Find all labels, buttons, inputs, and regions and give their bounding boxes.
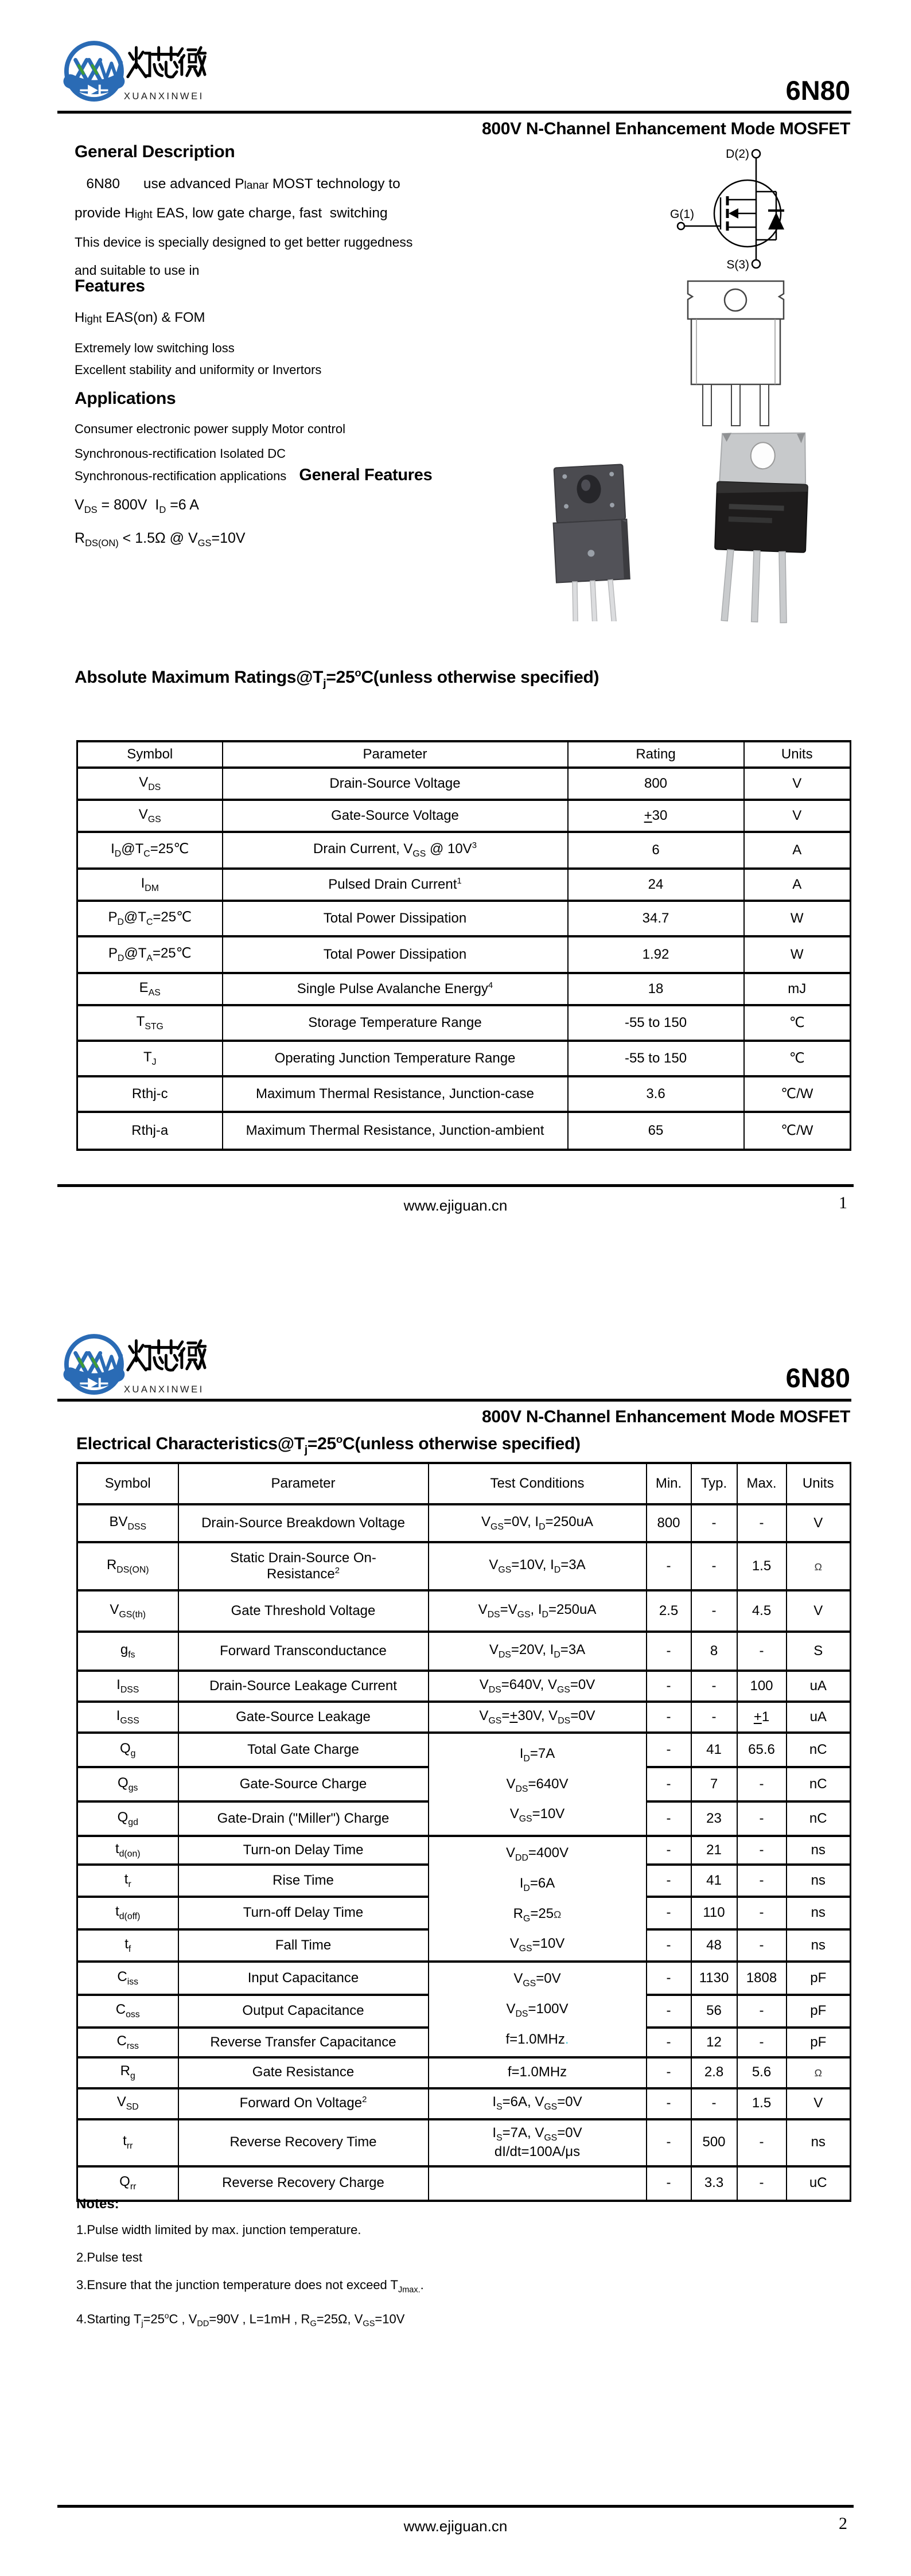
table-row xyxy=(77,2166,851,2201)
table-cell: Static Drain-Source On- Resistance$^2$ xyxy=(178,1542,429,1590)
general-description-heading: General Description xyxy=(75,142,235,161)
table-cell: Maximum Thermal Resistance, Junction-ambient xyxy=(223,1112,568,1150)
table-cell: 1.5 xyxy=(737,1542,787,1590)
table-cell: Gate-Source Charge xyxy=(178,1767,429,1801)
mosfet-symbol-figure xyxy=(648,142,809,286)
table-cell: 23 xyxy=(691,1801,737,1836)
table-cell: 4.5 xyxy=(737,1590,787,1632)
brand-logo-icon xyxy=(63,38,207,107)
table-cell: 21 xyxy=(691,1836,737,1865)
table-cell: - xyxy=(691,1542,737,1590)
table-cell: Rthj-c xyxy=(77,1076,223,1112)
spec-line: $V_{DS} = 800V$ $I_D =6$ A xyxy=(75,497,199,515)
application-item: Synchronous-rectification applications xyxy=(75,469,287,483)
applications-heading: Applications xyxy=(75,389,176,408)
page-number: 2 xyxy=(839,2514,847,2533)
table-cell: +1 xyxy=(737,1702,787,1733)
package-outline-icon xyxy=(686,279,786,429)
table-cell: - xyxy=(647,1733,691,1767)
table-cell: 2.5 xyxy=(647,1590,691,1632)
abs-max-heading: Absolute Maximum $Ratings@T_j=25^oC(unless$ otherwise specified) xyxy=(75,667,599,690)
table-cell: $V_{GS}$ xyxy=(77,800,223,832)
application-item: Synchronous-rectification Isolated DC xyxy=(75,446,286,461)
table-cell: Turn-off Delay Time xyxy=(178,1897,429,1929)
table-cell: ns xyxy=(787,2119,851,2166)
table-cell: - xyxy=(647,1671,691,1702)
table-cell: - xyxy=(647,1962,691,1995)
table-cell: pF xyxy=(787,1962,851,1995)
table-cell: $V_{GS}=0V$, $I_D=250uA$ xyxy=(429,1504,647,1542)
table-row xyxy=(77,869,851,901)
table-cell: W xyxy=(744,901,851,936)
table-row xyxy=(77,1733,851,1767)
table-cell: $V_{DD}=400V$ $I_D=6A$ $R_G=25\Omega$ $V_{GS}=10V$ xyxy=(429,1836,647,1962)
table-cell: Maximum Thermal Resistance, Junction-case xyxy=(223,1076,568,1112)
table-cell: Turn-on Delay Time xyxy=(178,1836,429,1865)
table-cell: +30 xyxy=(568,800,744,832)
table-cell: Reverse Transfer Capacitance xyxy=(178,2028,429,2057)
table-cell: $V_{DS}=V_{GS}$, $I_D=250uA$ xyxy=(429,1590,647,1632)
table-row xyxy=(77,936,851,973)
page-footer-divider xyxy=(57,2505,854,2508)
table-cell: $Q_{gs}$ xyxy=(77,1767,178,1801)
table-header-row xyxy=(77,741,851,768)
table-cell: Total Gate Charge xyxy=(178,1733,429,1767)
table-cell: - xyxy=(737,2119,787,2166)
table-cell: $I_D@T_C=25℃$ xyxy=(77,832,223,869)
table-cell: 3.3 xyxy=(691,2166,737,2201)
brand-logo-icon xyxy=(63,1331,207,1400)
table-cell: uA xyxy=(787,1671,851,1702)
mosfet-symbol-icon xyxy=(648,142,809,283)
table-cell: Gate-Drain ("Miller") Charge xyxy=(178,1801,429,1836)
table-cell: - xyxy=(647,1801,691,1836)
table-cell: $t_{d(off)}$ xyxy=(77,1897,178,1929)
note-item: 3.Ensure that the junction temperature does not exceed $T_{Jmax.}$. xyxy=(76,2278,424,2295)
table-row xyxy=(77,1504,851,1542)
table-cell: Single Pulse Avalanche Energy$^4$ xyxy=(223,973,568,1005)
table-cell: 1.92 xyxy=(568,936,744,973)
table-row xyxy=(77,1962,851,1995)
application-item: Consumer electronic power supply Motor control xyxy=(75,422,345,436)
table-cell: -55 to 150 xyxy=(568,1005,744,1041)
table-cell: $I_{DM}$ xyxy=(77,869,223,901)
table-cell: A xyxy=(744,869,851,901)
table-cell: Total Power Dissipation xyxy=(223,936,568,973)
table-cell: $V_{SD}$ xyxy=(77,2088,178,2119)
table-cell: - xyxy=(647,1702,691,1733)
table-cell: Gate-Source Voltage xyxy=(223,800,568,832)
column-header: Symbol xyxy=(77,1463,178,1504)
drain-label: D(2) xyxy=(726,147,749,161)
table-cell: nC xyxy=(787,1801,851,1836)
part-number: 6N80 xyxy=(785,75,850,106)
elec-char-heading: Electrical $Characteristics@T_j=25^oC(unless$ otherwise specified) xyxy=(76,1433,581,1456)
general-features-heading: General Features xyxy=(299,466,433,484)
table-cell: - xyxy=(647,2057,691,2088)
table-cell: ℃/W xyxy=(744,1076,851,1112)
table-cell: Storage Temperature Range xyxy=(223,1005,568,1041)
table-row xyxy=(77,1542,851,1590)
table-cell: $V_{GS}=0V$ $V_{DS}=100V$ f=1.0MHz. xyxy=(429,1962,647,2057)
table-cell: 48 xyxy=(691,1929,737,1962)
description-line: This device is specially designed to get better ruggedness xyxy=(75,235,413,250)
table-cell: - xyxy=(647,2166,691,2201)
table-cell: $V_{DS}=640V$, $V_{GS}=0V$ xyxy=(429,1671,647,1702)
table-cell: 65.6 xyxy=(737,1733,787,1767)
table-cell: pF xyxy=(787,2028,851,2057)
table-cell: V xyxy=(744,768,851,800)
table-cell: $I_S=7A$, $V_{GS}=0V$ dI/dt=100A/μs xyxy=(429,2119,647,2166)
table-cell: 500 xyxy=(691,2119,737,2166)
table-cell: nC xyxy=(787,1767,851,1801)
brand-logo xyxy=(63,38,207,107)
electrical-characteristics-table xyxy=(76,1462,851,2202)
package-outline-figure xyxy=(686,279,786,432)
table-cell: - xyxy=(647,1836,691,1865)
table-cell: $C_{oss}$ xyxy=(77,1995,178,2028)
column-header: Units xyxy=(744,741,851,768)
table-cell: - xyxy=(737,1995,787,2028)
table-cell xyxy=(429,2166,647,2201)
table-cell: $V_{DS}=20V$, $I_D=3A$ xyxy=(429,1632,647,1671)
column-header: Rating xyxy=(568,741,744,768)
header-divider xyxy=(57,111,851,114)
table-cell: $V_{DS}$ xyxy=(77,768,223,800)
table-cell: $Q_g$ xyxy=(77,1733,178,1767)
table-cell: - xyxy=(647,2028,691,2057)
features-heading: Features xyxy=(75,277,145,295)
column-header: Parameter xyxy=(223,741,568,768)
table-cell: Gate Threshold Voltage xyxy=(178,1590,429,1632)
table-cell: Reverse Recovery Time xyxy=(178,2119,429,2166)
table-cell: $C_{rss}$ xyxy=(77,2028,178,2057)
table-cell: - xyxy=(737,1801,787,1836)
table-cell: $T_{STG}$ xyxy=(77,1005,223,1041)
brand-name-latin: XUANXINWEI xyxy=(123,91,204,102)
package-photo-to220 xyxy=(695,426,826,628)
table-cell: - xyxy=(691,1504,737,1542)
table-cell: 100 xyxy=(737,1671,787,1702)
table-cell: - xyxy=(691,1702,737,1733)
table-cell: Input Capacitance xyxy=(178,1962,429,1995)
table-row xyxy=(77,1041,851,1076)
page-footer-divider xyxy=(57,1184,854,1187)
table-cell: Rthj-a xyxy=(77,1112,223,1150)
table-cell: - xyxy=(691,1590,737,1632)
column-header: Symbol xyxy=(77,741,223,768)
table-cell: 1.5 xyxy=(737,2088,787,2119)
table-cell: - xyxy=(737,1897,787,1929)
table-cell: Operating Junction Temperature Range xyxy=(223,1041,568,1076)
table-cell: - xyxy=(647,1542,691,1590)
table-cell: - xyxy=(691,2088,737,2119)
table-cell: pF xyxy=(787,1995,851,2028)
table-cell: 34.7 xyxy=(568,901,744,936)
table-cell: 41 xyxy=(691,1865,737,1897)
table-cell: -55 to 150 xyxy=(568,1041,744,1076)
table-cell: $V_{GS(th)}$ xyxy=(77,1590,178,1632)
table-cell: Ω xyxy=(787,1542,851,1590)
header-divider xyxy=(57,1399,851,1402)
part-number: 6N80 xyxy=(785,1363,850,1393)
table-cell: f=1.0MHz xyxy=(429,2057,647,2088)
table-cell: $C_{iss}$ xyxy=(77,1962,178,1995)
table-row xyxy=(77,973,851,1005)
table-cell: 12 xyxy=(691,2028,737,2057)
table-cell: 18 xyxy=(568,973,744,1005)
table-cell: - xyxy=(647,2088,691,2119)
brand-chinese-glyphs xyxy=(128,1341,205,1370)
table-cell: Total Power Dissipation xyxy=(223,901,568,936)
table-row xyxy=(77,1702,851,1733)
table-cell: nC xyxy=(787,1733,851,1767)
brand-chinese-glyphs xyxy=(128,48,205,77)
table-row xyxy=(77,1112,851,1150)
description-line: 6N80 use advanced Planar MOST technology to xyxy=(75,176,400,192)
table-cell: 1130 xyxy=(691,1962,737,1995)
table-row xyxy=(77,2057,851,2088)
table-cell: $I_D=7A$ $V_{DS}=640V$ $V_{GS}=10V$ xyxy=(429,1733,647,1836)
table-header-row xyxy=(77,1463,851,1504)
table-cell: uC xyxy=(787,2166,851,2201)
table-cell: $V_{GS}=10V$, $I_D=3A$ xyxy=(429,1542,647,1590)
to220f-package-icon xyxy=(546,458,647,621)
note-item: 1.Pulse width limited by max. junction temperature. xyxy=(76,2223,361,2237)
table-cell: - xyxy=(647,1865,691,1897)
table-cell: $t_{rr}$ xyxy=(77,2119,178,2166)
table-cell: 110 xyxy=(691,1897,737,1929)
document-subtitle: 800V N-Channel Enhancement Mode MOSFET xyxy=(481,1407,850,1426)
table-cell: ns xyxy=(787,1929,851,1962)
table-cell: ns xyxy=(787,1865,851,1897)
footer-website: www.ejiguan.cn xyxy=(403,1197,508,1214)
table-cell: Forward On Voltage$^2$ xyxy=(178,2088,429,2119)
column-header: Units xyxy=(787,1463,851,1504)
table-row xyxy=(77,1076,851,1112)
table-cell: 2.8 xyxy=(691,2057,737,2088)
feature-item: Hight EAS(on) & FOM xyxy=(75,310,205,325)
table-cell: $I_{GSS}$ xyxy=(77,1702,178,1733)
table-cell: S xyxy=(787,1632,851,1671)
table-cell: - xyxy=(737,2166,787,2201)
table-cell: Output Capacitance xyxy=(178,1995,429,2028)
table-cell: mJ xyxy=(744,973,851,1005)
table-cell: 24 xyxy=(568,869,744,901)
table-cell: Reverse Recovery Charge xyxy=(178,2166,429,2201)
table-row xyxy=(77,1671,851,1702)
table-cell: 6 xyxy=(568,832,744,869)
table-cell: Gate Resistance xyxy=(178,2057,429,2088)
table-cell: Gate-Source Leakage xyxy=(178,1702,429,1733)
table-cell: $R_g$ xyxy=(77,2057,178,2088)
description-line: provide Hight EAS, low gate charge, fast switching xyxy=(75,205,388,221)
table-cell: - xyxy=(737,1767,787,1801)
table-row xyxy=(77,768,851,800)
table-cell: $g_{fs}$ xyxy=(77,1632,178,1671)
table-cell: $Q_{rr}$ xyxy=(77,2166,178,2201)
table-cell: - xyxy=(737,1865,787,1897)
table-row xyxy=(77,1590,851,1632)
notes-heading: Notes: xyxy=(76,2196,119,2212)
table-cell: 5.6 xyxy=(737,2057,787,2088)
table-cell: $BV_{DSS}$ xyxy=(77,1504,178,1542)
table-cell: 8 xyxy=(691,1632,737,1671)
table-cell: 41 xyxy=(691,1733,737,1767)
table-row xyxy=(77,901,851,936)
feature-item: Excellent stability and uniformity or Invertors xyxy=(75,363,322,377)
table-cell: $t_f$ xyxy=(77,1929,178,1962)
table-cell: V xyxy=(787,1504,851,1542)
table-cell: Pulsed Drain Current$^1$ xyxy=(223,869,568,901)
table-row xyxy=(77,800,851,832)
description-line: and suitable to use in xyxy=(75,263,200,278)
absolute-maximum-ratings-table xyxy=(76,740,851,1151)
table-cell: Forward Transconductance xyxy=(178,1632,429,1671)
table-cell: 7 xyxy=(691,1767,737,1801)
brand-logo xyxy=(63,1331,207,1400)
table-cell: V xyxy=(787,2088,851,2119)
column-header: Typ. xyxy=(691,1463,737,1504)
application-row xyxy=(75,466,432,485)
table-cell: $Q_{gd}$ xyxy=(77,1801,178,1836)
table-cell: Drain-Source Leakage Current xyxy=(178,1671,429,1702)
table-row xyxy=(77,2088,851,2119)
to220-package-icon xyxy=(695,426,826,625)
table-cell: Ω xyxy=(787,2057,851,2088)
table-row xyxy=(77,832,851,869)
table-cell: 65 xyxy=(568,1112,744,1150)
table-cell: ℃ xyxy=(744,1005,851,1041)
table-cell: ℃/W xyxy=(744,1112,851,1150)
table-cell: $I_{DSS}$ xyxy=(77,1671,178,1702)
column-header: Parameter xyxy=(178,1463,429,1504)
table-cell: W xyxy=(744,936,851,973)
table-cell: Drain Current, $V_{GS}$ @ $10V^3$ xyxy=(223,832,568,869)
table-cell: $I_S=6A$, $V_{GS}=0V$ xyxy=(429,2088,647,2119)
table-cell: $E_{AS}$ xyxy=(77,973,223,1005)
table-cell: A xyxy=(744,832,851,869)
note-item: 4.Starting $T_j=25^oC$ , $V_{DD}=90V$ , L=1mH , $R_G=25\Omega$, $V_{GS}=10V$ xyxy=(76,2312,405,2329)
table-cell: ℃ xyxy=(744,1041,851,1076)
table-cell: - xyxy=(737,1929,787,1962)
table-cell: V xyxy=(787,1590,851,1632)
table-cell: $T_J$ xyxy=(77,1041,223,1076)
table-cell: - xyxy=(737,1836,787,1865)
column-header: Min. xyxy=(647,1463,691,1504)
table-cell: $P_D@T_C=25℃$ xyxy=(77,901,223,936)
notes-section xyxy=(76,2196,424,2341)
table-cell: $P_D@T_A=25℃$ xyxy=(77,936,223,973)
general-description-paragraph xyxy=(75,170,412,285)
table-row xyxy=(77,1836,851,1865)
source-label: S(3) xyxy=(726,258,749,271)
table-cell: - xyxy=(647,1897,691,1929)
table-row xyxy=(77,2119,851,2166)
document-subtitle: 800V N-Channel Enhancement Mode MOSFET xyxy=(481,119,850,138)
table-cell: Fall Time xyxy=(178,1929,429,1962)
table-cell: - xyxy=(647,2119,691,2166)
table-cell: $t_r$ xyxy=(77,1865,178,1897)
table-cell: - xyxy=(691,1671,737,1702)
spec-line: $R_{DS(ON)} < 1.5\Omega$ @ $V_{GS}=10V$ xyxy=(75,530,246,548)
table-cell: 800 xyxy=(647,1504,691,1542)
table-row xyxy=(77,1632,851,1671)
table-cell: 800 xyxy=(568,768,744,800)
table-cell: $R_{DS(ON)}$ xyxy=(77,1542,178,1590)
footer-website: www.ejiguan.cn xyxy=(403,2517,508,2535)
brand-name-latin: XUANXINWEI xyxy=(123,1384,204,1395)
table-cell: - xyxy=(737,1632,787,1671)
table-cell: $V_{GS}=+30V$, $V_{DS}=0V$ xyxy=(429,1702,647,1733)
package-photo-to220f xyxy=(546,458,647,624)
table-cell: uA xyxy=(787,1702,851,1733)
feature-item: Extremely low switching loss xyxy=(75,341,235,355)
table-cell: 56 xyxy=(691,1995,737,2028)
table-cell: ns xyxy=(787,1897,851,1929)
table-row xyxy=(77,1005,851,1041)
table-cell: V xyxy=(744,800,851,832)
table-cell: - xyxy=(647,1929,691,1962)
table-cell: - xyxy=(647,1995,691,2028)
gate-label: G(1) xyxy=(670,208,694,221)
column-header: Test Conditions xyxy=(429,1463,647,1504)
table-cell: Rise Time xyxy=(178,1865,429,1897)
table-cell: - xyxy=(647,1767,691,1801)
table-cell: $t_{d(on)}$ xyxy=(77,1836,178,1865)
table-cell: Drain-Source Voltage xyxy=(223,768,568,800)
table-cell: Drain-Source Breakdown Voltage xyxy=(178,1504,429,1542)
table-cell: - xyxy=(737,2028,787,2057)
table-cell: 3.6 xyxy=(568,1076,744,1112)
column-header: Max. xyxy=(737,1463,787,1504)
table-cell: - xyxy=(737,1504,787,1542)
page-number: 1 xyxy=(839,1193,847,1212)
table-cell: - xyxy=(647,1632,691,1671)
note-item: 2.Pulse test xyxy=(76,2250,142,2264)
table-cell: 1808 xyxy=(737,1962,787,1995)
table-cell: ns xyxy=(787,1836,851,1865)
